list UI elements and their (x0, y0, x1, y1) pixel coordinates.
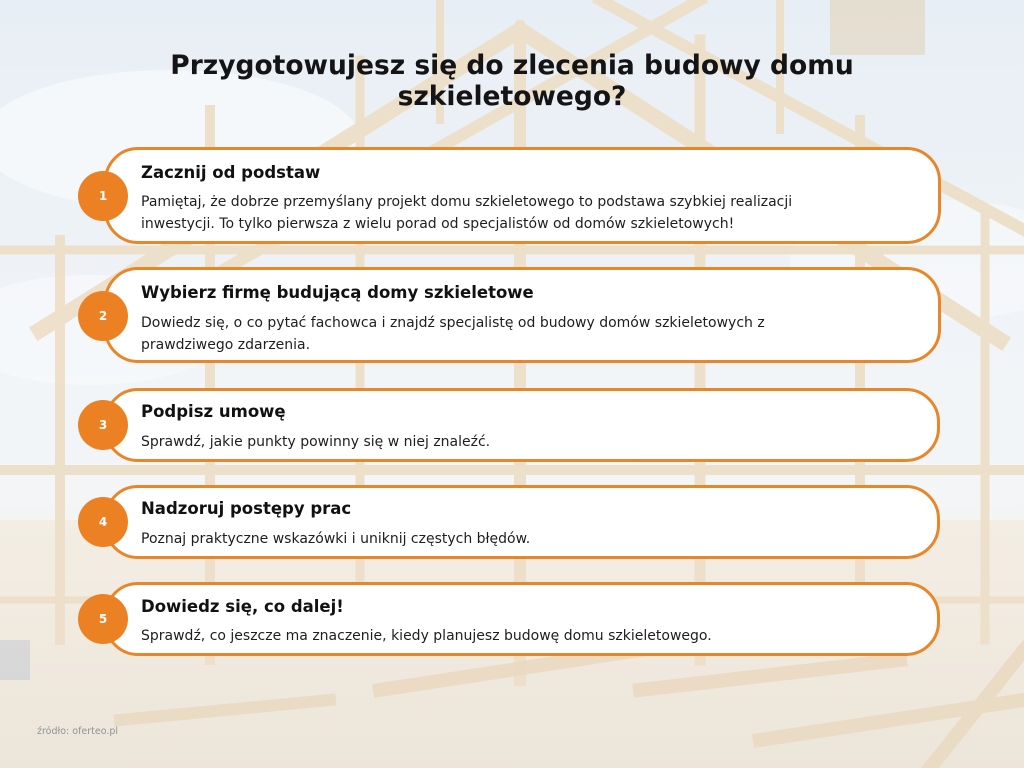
step-description: Sprawdź, co jeszcze ma znaczenie, kiedy planujesz budowę domu szkieletowego. (141, 628, 712, 644)
step-card-3 (104, 388, 940, 462)
step-card-4 (104, 485, 940, 559)
step-description: Poznaj praktyczne wskazówki i uniknij częstych błędów. (141, 531, 531, 547)
step-card-5 (104, 582, 940, 656)
step-number-badge: 4 (78, 497, 128, 547)
page-title: Przygotowujesz się do zlecenia budowy domu szkieletowego? (170, 50, 854, 112)
step-number-badge: 5 (78, 594, 128, 644)
step-card-2 (104, 267, 941, 363)
step-title: Wybierz firmę budującą domy szkieletowe (141, 283, 534, 302)
source-credit: źródło: oferteo.pl (37, 726, 119, 737)
step-title: Dowiedz się, co dalej! (141, 597, 344, 616)
step-number-badge: 2 (78, 291, 128, 341)
step-description: Dowiedz się, o co pytać fachowca i znajdź specjalistę od budowy domów szkieletowych z prawdziwego zdarzenia. (141, 315, 765, 353)
step-title: Podpisz umowę (141, 402, 286, 421)
step-number-badge: 1 (78, 171, 128, 221)
step-card-1 (104, 147, 941, 244)
step-number-badge: 3 (78, 400, 128, 450)
step-title: Nadzoruj postępy prac (141, 499, 352, 518)
step-description: Pamiętaj, że dobrze przemyślany projekt domu szkieletowego to podstawa szybkiej realizacji inwestycji. To tylko pierwsza z wielu porad od specjalistów od domów szkieletowych! (141, 194, 793, 232)
step-title: Zacznij od podstaw (141, 163, 321, 182)
step-description: Sprawdź, jakie punkty powinny się w niej znaleźć. (141, 434, 491, 450)
